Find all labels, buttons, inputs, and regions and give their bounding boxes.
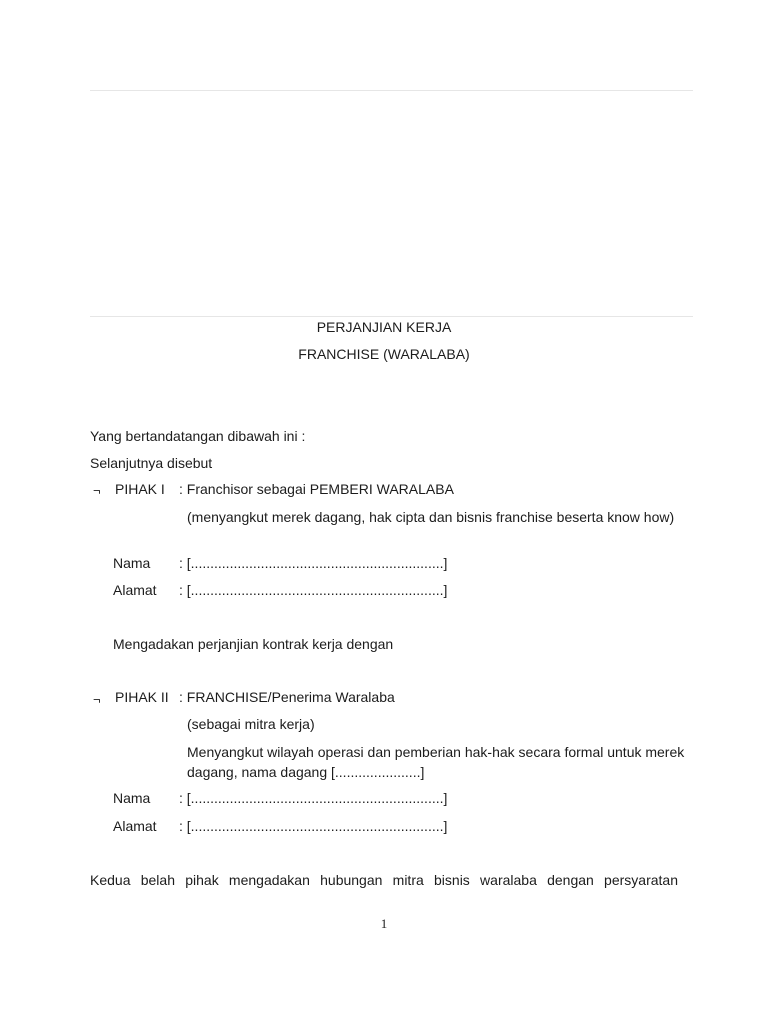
party1-label: PIHAK I [115,481,165,497]
page-number: 1 [380,916,388,931]
party2-name-value: : [.................................................................] [179,790,448,806]
title-line-2: FRANCHISE (WARALABA) [298,346,470,362]
party2-note-1: (sebagai mitra kerja) [187,716,315,732]
party2-bullet-icon: ¬ [93,692,101,707]
party1-name-value: : [.................................................................] [179,555,448,571]
party1-name-label: Nama [113,555,151,571]
header-divider [90,90,693,91]
closing-text: Kedua belah pihak mengadakan hubungan mitra bisnis waralaba dengan persyaratan [90,872,678,888]
party1-role: : Franchisor sebagai PEMBERI WARALABA [179,481,454,497]
party2-name-label: Nama [113,790,151,806]
party1-address-value: : [.................................................................] [179,582,448,598]
subsequently-text: Selanjutnya disebut [90,455,213,471]
party2-role: : FRANCHISE/Penerima Waralaba [179,689,395,705]
section-divider [90,316,693,317]
intro-text: Yang bertandatangan dibawah ini : [90,428,306,444]
title-line-1: PERJANJIAN KERJA [316,319,452,335]
party1-address-label: Alamat [113,582,157,598]
party2-address-label: Alamat [113,818,157,834]
party2-note-2: Menyangkut wilayah operasi dan pemberian hak-hak secara formal untuk merek dagang, nama dagang [......................] [187,744,685,780]
middle-text: Mengadakan perjanjian kontrak kerja dengan [113,636,394,652]
party1-bullet-icon: ¬ [93,483,101,498]
party2-address-value: : [.................................................................] [179,818,448,834]
party2-label: PIHAK II [115,689,169,705]
party1-note: (menyangkut merek dagang, hak cipta dan bisnis franchise beserta know how) [187,509,675,525]
